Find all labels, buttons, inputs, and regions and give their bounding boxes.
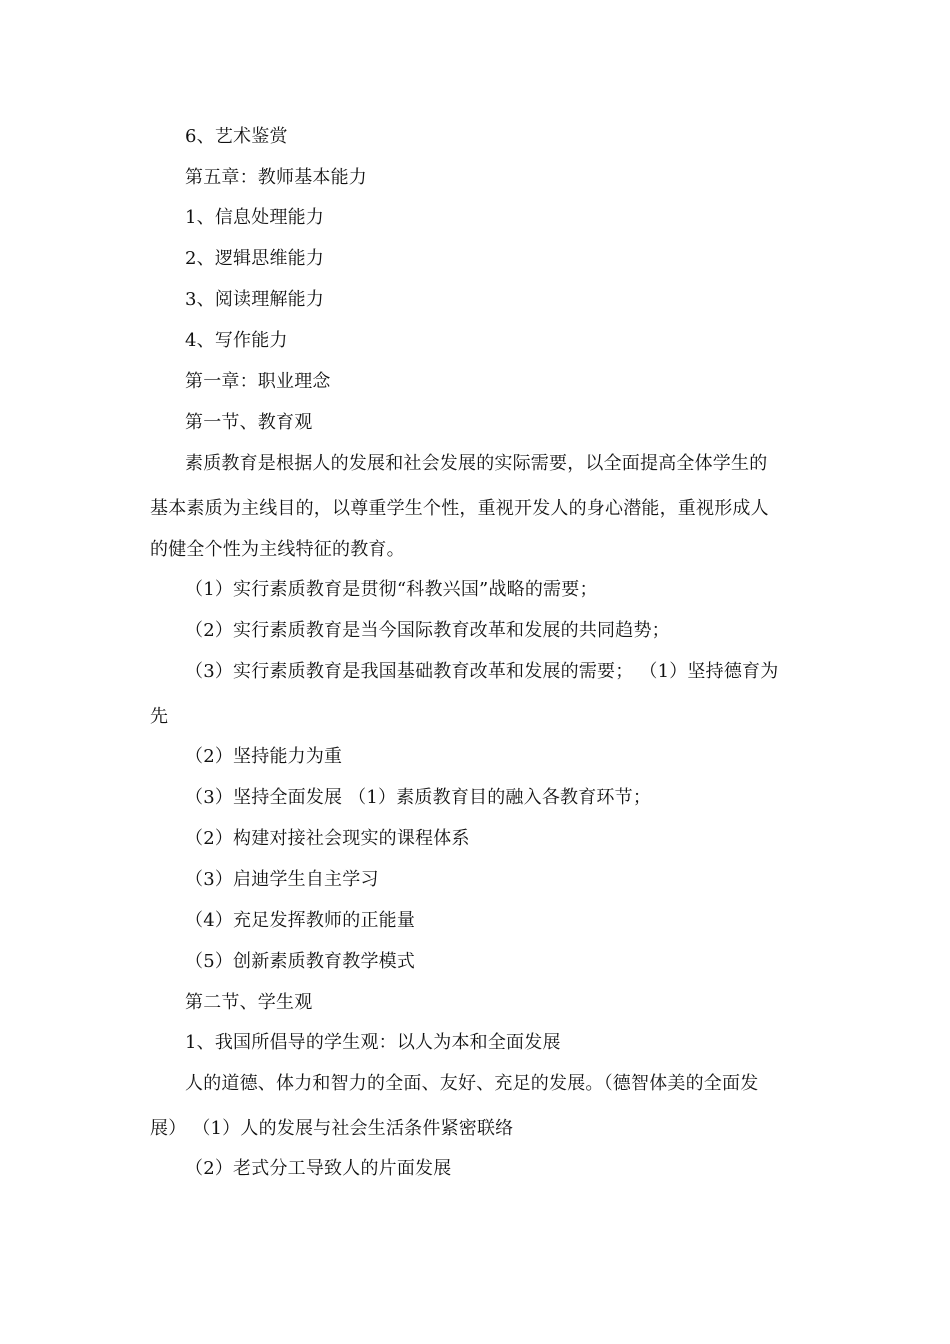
list-item: （5）创新素质教育教学模式	[185, 951, 416, 972]
list-item: （3）实行素质教育是我国基础教育改革和发展的需要； （1）坚持德育为	[185, 661, 779, 682]
section-heading: 第二节、学生观	[185, 992, 313, 1013]
list-item: （2）实行素质教育是当今国际教育改革和发展的共同趋势；	[185, 620, 670, 641]
paragraph-line: 基本素质为主线目的，以尊重学生个性，重视开发人的身心潜能，重视形成人	[150, 498, 769, 519]
text-line: 4、写作能力	[185, 330, 288, 351]
text-line: 3、阅读理解能力	[185, 289, 325, 310]
list-item: （1）实行素质教育是贯彻“科教兴国”战略的需要；	[185, 579, 598, 600]
paragraph-line: 人的道德、体力和智力的全面、友好、充足的发展。（德智体美的全面发	[185, 1073, 759, 1094]
paragraph-line: 先	[150, 706, 169, 727]
chapter-heading: 第一章：职业理念	[185, 371, 331, 392]
section-heading: 第一节、教育观	[185, 412, 313, 433]
list-item: （3）坚持全面发展 （1）素质教育目的融入各教育环节；	[185, 787, 652, 808]
text-line: 1、我国所倡导的学生观：以人为本和全面发展	[185, 1032, 561, 1053]
chapter-heading: 第五章：教师基本能力	[185, 167, 367, 188]
text-line: 6、艺术鉴赏	[185, 126, 288, 147]
list-item: （2）坚持能力为重	[185, 746, 343, 767]
list-item: （2）老式分工导致人的片面发展	[185, 1158, 452, 1179]
list-item: （3）启迪学生自主学习	[185, 869, 379, 890]
paragraph-line: 的健全个性为主线特征的教育。	[150, 539, 405, 560]
text-line: 2、逻辑思维能力	[185, 248, 325, 269]
list-item: （4）充足发挥教师的正能量	[185, 910, 416, 931]
paragraph-line: 展） （1）人的发展与社会生活条件紧密联络	[150, 1118, 514, 1139]
list-item: （2）构建对接社会现实的课程体系	[185, 828, 470, 849]
text-line: 1、信息处理能力	[185, 207, 325, 228]
paragraph-line: 素质教育是根据人的发展和社会发展的实际需要，以全面提高全体学生的	[185, 453, 768, 474]
